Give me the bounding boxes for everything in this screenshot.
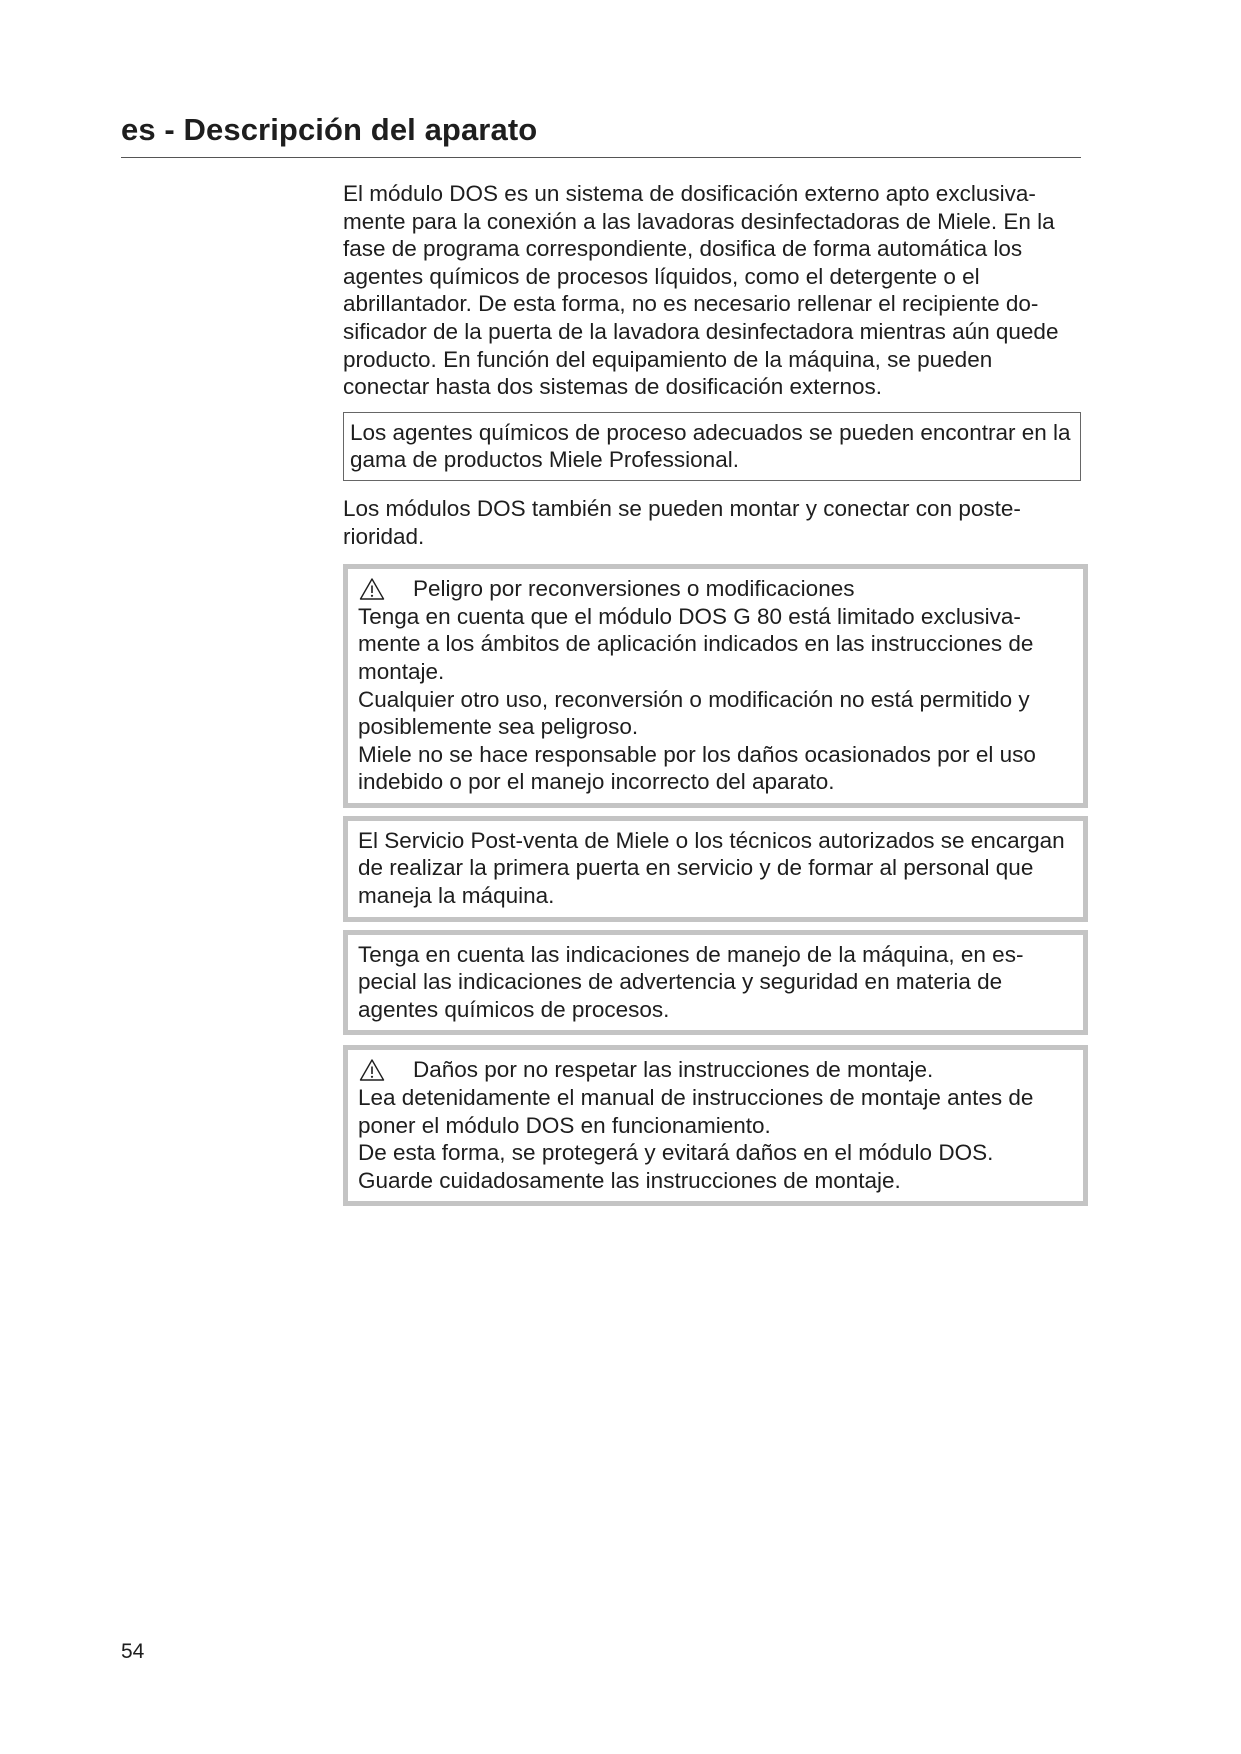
warning-triangle-icon [359, 1058, 385, 1082]
note-box [343, 412, 1081, 481]
intro-paragraph: El módulo DOS es un sistema de dosificación externo apto exclusivamente para la conexión a las lavadoras desinfectadoras de Miele. En la fase de programa correspondiente, dosifica de forma automática los agentes químicos de procesos líquidos, como el detergente o el abrillantador. De esta forma, no es necesario rellenar el recipiente dosificador de la puerta de la lavadora desinfectadora mientras aún quede producto. En función del equipamiento de la máquina, se pueden conectar hasta dos sistemas de dosificación externos. [343, 181, 1059, 400]
info-text: Tenga en cuenta las indicaciones de manejo de la máquina, en especial las indicaciones de advertencia y seguridad en materia de agentes químicos de procesos. [358, 941, 1024, 1022]
warning-heading: Peligro por reconversiones o modificaciones [413, 576, 855, 602]
warning-text: Lea detenidamente el manual de instrucciones de montaje antes de poner el módulo DOS en funcionamiento. [358, 1085, 1034, 1138]
page-title: es - Descripción del aparato [121, 112, 538, 147]
warning-text: De esta forma, se protegerá y evitará daños en el módulo DOS. Guarde cuidadosamente las instrucciones de montaje. [358, 1140, 994, 1193]
warning-box-modifications [343, 564, 1088, 808]
warning-text: Cualquier otro uso, reconversión o modificación no está permitido y posiblemente sea peligroso. [358, 686, 1030, 740]
warning-heading-row [358, 1056, 1071, 1084]
warning-box-installation [343, 1045, 1088, 1206]
warning-text: Tenga en cuenta que el módulo DOS G 80 está limitado exclusivamente a los ámbitos de aplicación indicados en las instrucciones de montaje. [358, 603, 1034, 684]
warning-heading-row [358, 575, 1071, 603]
info-box-service [343, 816, 1088, 922]
retrofit-paragraph: Los módulos DOS también se pueden montar y conectar con posterioridad. [343, 495, 1021, 549]
info-box-handling [343, 930, 1088, 1036]
title-divider [121, 157, 1081, 158]
warning-text: Miele no se hace responsable por los daños ocasionados por el uso indebido o por el manejo incorrecto del aparato. [358, 741, 1036, 795]
info-text: El Servicio Post-venta de Miele o los técnicos autorizados se encargan de realizar la primera puerta en servicio y de formar al personal que maneja la máquina. [358, 827, 1065, 909]
main-content [343, 180, 1083, 1206]
note-text: Los agentes químicos de proceso adecuados se pueden encontrar en la gama de productos Miele Professional. [350, 419, 1071, 473]
page-number: 54 [121, 1640, 145, 1663]
warning-heading: Daños por no respetar las instrucciones de montaje. [413, 1057, 934, 1083]
warning-triangle-icon [359, 577, 385, 601]
